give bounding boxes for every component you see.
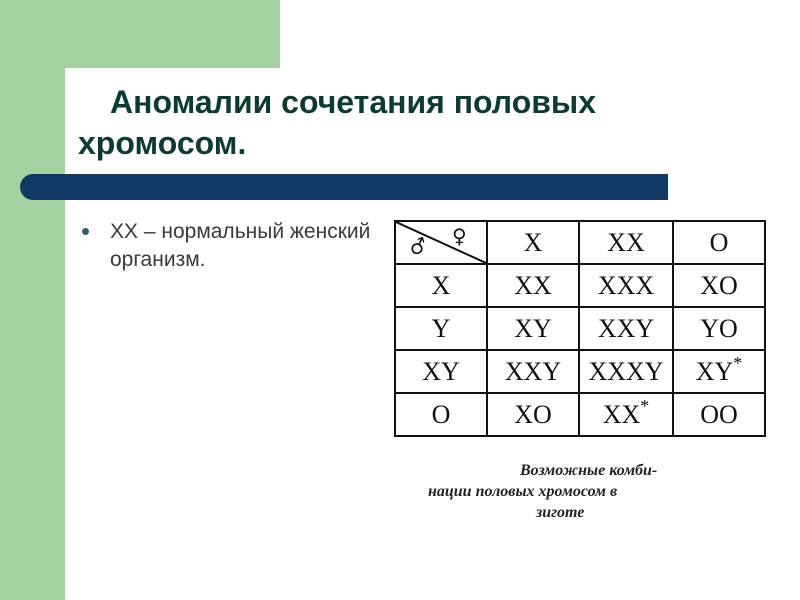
table-cell xyxy=(487,350,579,393)
decor-top-block xyxy=(0,0,280,68)
table-corner-cell xyxy=(395,221,487,264)
cell-text: XX xyxy=(602,399,641,429)
decor-left-bar xyxy=(0,0,65,600)
asterisk-mark: * xyxy=(733,352,743,373)
caption-line2: нации половых хромосом в xyxy=(428,483,618,500)
cell-text: YO xyxy=(700,313,738,343)
bullet-item xyxy=(82,218,382,274)
table-row xyxy=(395,393,765,436)
table-row-label: O xyxy=(395,393,487,436)
slide-title-line1: Аномалии сочетания половых xyxy=(110,84,597,120)
cell-text: XY xyxy=(514,313,552,343)
table-row-label: Y xyxy=(395,307,487,350)
table-cell xyxy=(487,307,579,350)
chromosome-combination-table xyxy=(394,220,766,437)
table-cell xyxy=(487,264,579,307)
table-caption xyxy=(428,460,728,523)
table-row xyxy=(395,307,765,350)
bullet-text: XX – нормальный женский организм. xyxy=(110,220,371,271)
bullet-dot-icon xyxy=(82,228,89,235)
cell-text: XO xyxy=(514,399,552,429)
male-symbol-icon: ♂ xyxy=(405,232,431,261)
table-header-cell: O xyxy=(673,221,765,264)
cell-text: XXXY xyxy=(588,356,664,386)
slide-title-line2: хромосом. xyxy=(78,125,247,161)
table-cell xyxy=(579,264,673,307)
table-header-cell: XX xyxy=(579,221,673,264)
table-header-row xyxy=(395,221,765,264)
table-cell xyxy=(673,307,765,350)
cell-text: XY xyxy=(695,356,734,386)
table-cell xyxy=(673,264,765,307)
caption-line1: Возможные комби- xyxy=(520,462,658,479)
table-cell xyxy=(579,350,673,393)
table-row xyxy=(395,264,765,307)
slide-title xyxy=(78,82,668,164)
table-cell xyxy=(487,393,579,436)
asterisk-mark: * xyxy=(640,395,650,416)
table-row-label: X xyxy=(395,264,487,307)
female-symbol-icon: ♀ xyxy=(452,224,467,248)
cell-text: XXY xyxy=(504,356,562,386)
table-cell xyxy=(673,393,765,436)
title-divider-bar xyxy=(20,174,668,200)
cell-text: XX xyxy=(514,270,552,300)
cell-text: XXX xyxy=(597,270,655,300)
punnett-table-wrapper xyxy=(394,220,766,437)
diagonal-divider-icon xyxy=(396,222,486,263)
caption-line3: зиготе xyxy=(536,504,585,521)
table-header-cell: X xyxy=(487,221,579,264)
table-cell xyxy=(673,350,765,393)
table-row-label: XY xyxy=(395,350,487,393)
cell-text: OO xyxy=(700,399,738,429)
cell-text: XXY xyxy=(597,313,655,343)
table-row xyxy=(395,350,765,393)
table-cell xyxy=(579,393,673,436)
table-cell xyxy=(579,307,673,350)
cell-text: XO xyxy=(700,270,738,300)
